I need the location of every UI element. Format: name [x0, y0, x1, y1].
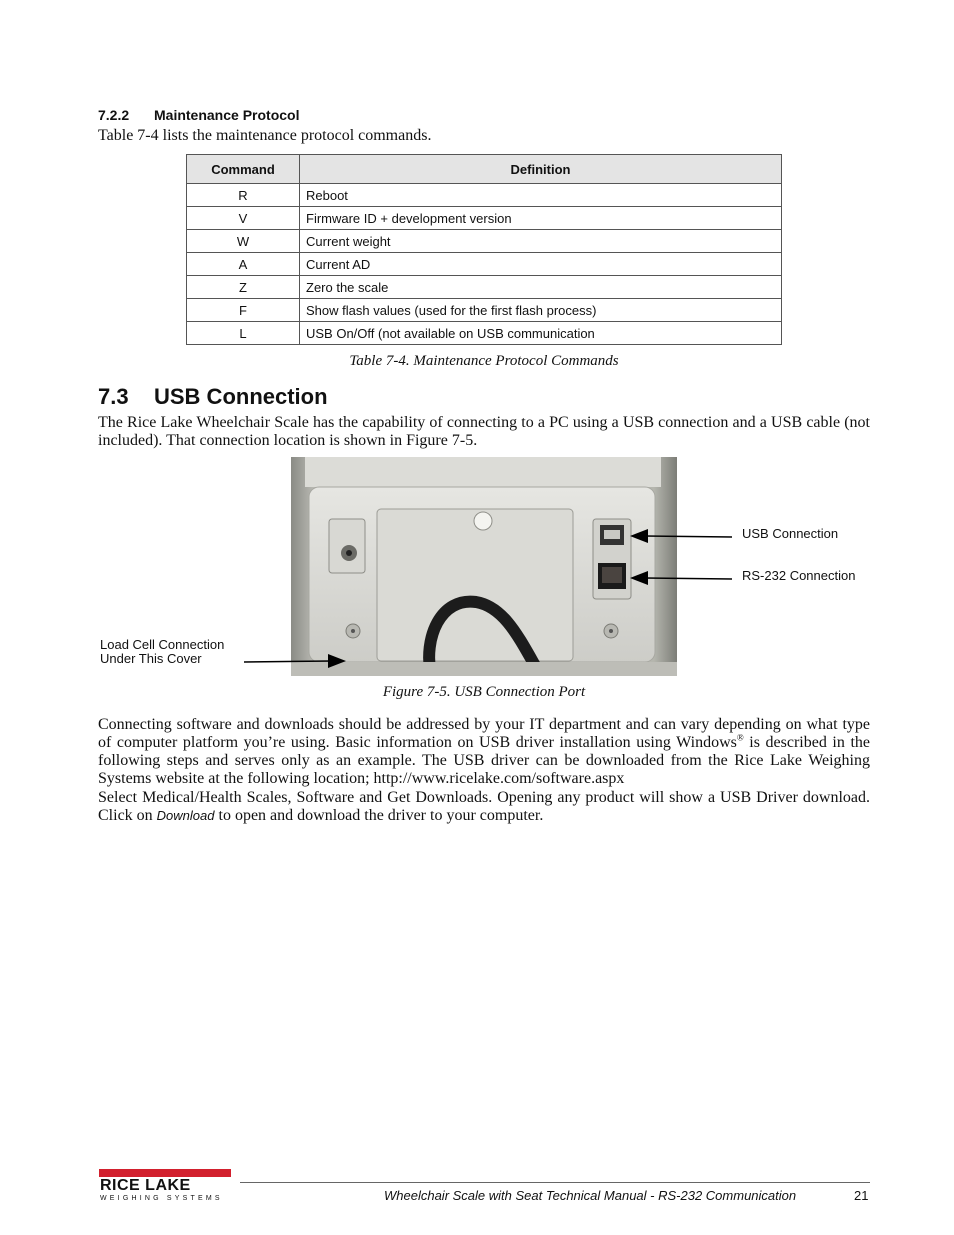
paragraph: The Rice Lake Wheelchair Scale has the capability of connecting to a PC using a USB connection and a USB cable (not included). That connection location is shown in Figure 7-5.	[98, 414, 870, 449]
paragraph-text: Connecting software and downloads should be addressed by your IT department and can vary depending on what type of computer platform you’re using. Basic information on USB driver installation using Windows	[98, 716, 870, 751]
command-cell: L	[187, 322, 300, 345]
command-cell: F	[187, 299, 300, 322]
footer-title: Wheelchair Scale with Seat Technical Manual - RS-232 Communication	[384, 1188, 797, 1203]
figure-caption: Figure 7-5. USB Connection Port	[382, 684, 586, 700]
table-row	[187, 207, 782, 230]
command-cell: R	[187, 184, 300, 207]
callout-usb-connection: USB Connection	[742, 526, 839, 541]
callout-load-line2: Under This Cover	[100, 651, 202, 666]
definition-cell: Firmware ID + development version	[300, 207, 782, 230]
usb-connection-photo	[291, 457, 677, 676]
command-cell: V	[187, 207, 300, 230]
section-number: 7.3	[98, 384, 129, 409]
definition-cell: Current AD	[300, 253, 782, 276]
registered-mark: ®	[736, 732, 744, 743]
paragraph	[98, 716, 870, 788]
section-title: USB Connection	[154, 384, 328, 409]
table-caption: Table 7-4. Maintenance Protocol Commands	[349, 353, 619, 369]
callout-load-line1: Load Cell Connection	[100, 637, 225, 652]
definition-cell: Current weight	[300, 230, 782, 253]
logo-tagline: WEIGHING SYSTEMS	[100, 1195, 223, 1202]
header-definition: Definition	[300, 155, 782, 184]
table-row	[187, 299, 782, 322]
definition-cell: Show flash values (used for the first flash process)	[300, 299, 782, 322]
section-number: 7.2.2	[98, 107, 130, 123]
table-row	[187, 253, 782, 276]
maintenance-commands-table	[186, 154, 782, 345]
footer-rule	[240, 1182, 870, 1183]
table-row	[187, 230, 782, 253]
command-cell: Z	[187, 276, 300, 299]
page-number: 21	[854, 1188, 869, 1203]
command-cell: A	[187, 253, 300, 276]
callout-rs232-connection: RS-232 Connection	[742, 568, 856, 583]
logo-bar	[99, 1169, 231, 1177]
download-term: Download	[156, 808, 215, 823]
paragraph-text: is described in the following steps and serves only as an example. The USB driver can be downloaded from the Rice Lake Weighing Systems website at the following location; http://www.ricelake.com/software.aspx	[98, 734, 871, 787]
paragraph	[98, 789, 870, 825]
table-row	[187, 276, 782, 299]
rice-lake-logo	[99, 1169, 235, 1205]
table-row	[187, 184, 782, 207]
definition-cell: Zero the scale	[300, 276, 782, 299]
header-command: Command	[187, 155, 300, 184]
definition-cell: USB On/Off (not available on USB communication	[300, 322, 782, 345]
callout-load-cell	[100, 638, 224, 666]
intro-text: Table 7-4 lists the maintenance protocol commands.	[98, 127, 432, 144]
table-header-row	[187, 155, 782, 184]
paragraph-text: to open and download the driver to your computer.	[214, 807, 544, 824]
paragraph-text: Select Medical/Health Scales, Software and Get Downloads. Opening any product will show a USB Driver download. Click on	[98, 789, 870, 824]
table-row	[187, 322, 782, 345]
definition-cell: Reboot	[300, 184, 782, 207]
section-title: Maintenance Protocol	[154, 107, 300, 123]
logo-wordmark: RICE LAKE	[100, 1177, 191, 1194]
command-cell: W	[187, 230, 300, 253]
